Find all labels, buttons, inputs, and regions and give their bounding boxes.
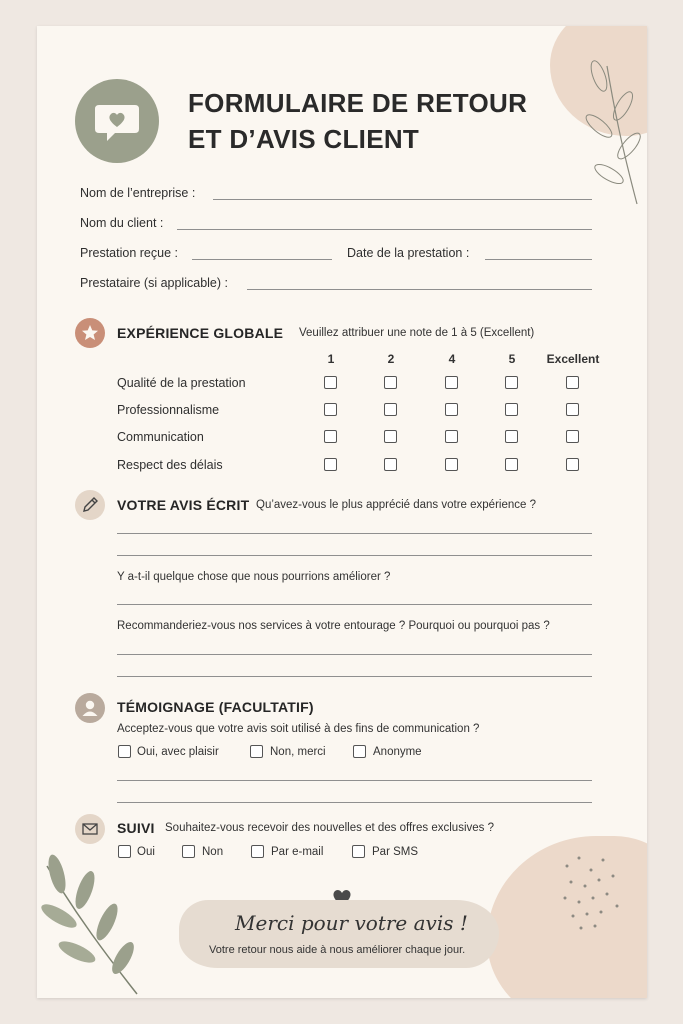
envelope-icon [75,814,105,844]
testimony-section-badge [75,693,105,723]
written-section-badge [75,490,105,520]
written-answer-1-line[interactable] [117,533,592,534]
testimony-option-checkbox[interactable] [353,745,366,758]
rating-checkbox[interactable] [384,458,397,471]
rating-checkbox[interactable] [324,403,337,416]
followup-question: Souhaitez-vous recevoir des nouvelles et des offres exclusives ? [165,822,494,834]
rating-checkbox[interactable] [505,430,518,443]
rating-row-label: Communication [117,430,204,444]
client-name-field[interactable] [177,229,592,230]
rating-column-1: 1 [327,352,335,366]
heart-speech-bubble-icon [75,79,159,163]
experience-section-subtitle: Veuillez attribuer une note de 1 à 5 (Excellent) [299,327,535,339]
rating-column-5: 5 [508,352,516,366]
rating-checkbox[interactable] [445,403,458,416]
written-question-1: Qu’avez-vous le plus apprécié dans votre expérience ? [256,499,536,511]
written-question-3: Recommanderiez-vous nos services à votre entourage ? Pourquoi ou pourquoi pas ? [117,620,550,632]
testimony-option-checkbox[interactable] [118,745,131,758]
thanks-message: Merci pour votre avis ! [235,911,468,935]
rating-checkbox[interactable] [505,376,518,389]
provider-label: Prestataire (si applicable) : [80,276,228,290]
followup-option-checkbox[interactable] [118,845,131,858]
service-date-label: Date de la prestation : [347,246,470,260]
rating-checkbox[interactable] [324,376,337,389]
followup-option-checkbox[interactable] [352,845,365,858]
service-date-field[interactable] [485,259,592,260]
rating-checkbox[interactable] [505,403,518,416]
testimony-option-label: Anonyme [373,746,422,758]
experience-section-title: EXPÉRIENCE GLOBALE [117,325,284,341]
rating-row-label: Professionnalisme [117,403,220,417]
rating-checkbox[interactable] [445,376,458,389]
rating-row-label: Respect des délais [117,458,223,472]
testimony-option-label: Oui, avec plaisir [137,746,219,758]
pencil-icon [75,490,105,520]
service-received-field[interactable] [192,259,332,260]
rating-checkbox[interactable] [566,458,579,471]
experience-section-badge [75,318,105,348]
rating-checkbox[interactable] [324,458,337,471]
rating-checkbox[interactable] [324,430,337,443]
feedback-form-sheet [37,26,647,998]
written-section-title: VOTRE AVIS ÉCRIT [117,497,250,513]
followup-option-label: Par SMS [372,846,419,858]
testimony-text-line[interactable] [117,802,592,803]
rating-checkbox[interactable] [505,458,518,471]
rating-column-4: 4 [448,352,456,366]
followup-option-label: Non [202,846,224,858]
person-icon [75,693,105,723]
testimony-option-label: Non, merci [270,746,326,758]
star-icon [75,318,105,348]
testimony-option-checkbox[interactable] [250,745,263,758]
rating-checkbox[interactable] [384,430,397,443]
followup-option-label: Oui [137,846,155,858]
form-title-line2: ET D’AVIS CLIENT [188,124,420,154]
written-question-2: Y a-t-il quelque chose que nous pourrions améliorer ? [117,571,391,583]
followup-section-title: SUIVI [117,820,155,836]
rating-checkbox[interactable] [445,458,458,471]
company-name-label: Nom de l’entreprise : [80,186,196,200]
leaf-branch-bottom-left-icon [37,846,147,996]
client-name-label: Nom du client : [80,216,164,230]
rating-row-label: Qualité de la prestation [117,376,246,390]
rating-checkbox[interactable] [384,376,397,389]
testimony-question: Acceptez-vous que votre avis soit utilisé à des fins de communication ? [117,723,480,735]
testimony-section-title: TÉMOIGNAGE (FACULTATIF) [117,699,314,715]
dots-decoration-icon [557,846,637,936]
rating-checkbox[interactable] [384,403,397,416]
provider-field[interactable] [247,289,592,290]
written-answer-3-line[interactable] [117,676,592,677]
followup-option-checkbox[interactable] [182,845,195,858]
rating-column-2: 2 [387,352,395,366]
company-name-field[interactable] [213,199,592,200]
logo-circle [75,79,159,163]
form-title-line1: FORMULAIRE DE RETOUR [188,88,528,118]
followup-section-badge [75,814,105,844]
testimony-text-line[interactable] [117,780,592,781]
rating-checkbox[interactable] [445,430,458,443]
service-received-label: Prestation reçue : [80,246,178,260]
written-answer-2-line[interactable] [117,604,592,605]
rating-checkbox[interactable] [566,403,579,416]
leaf-branch-top-right-icon [577,46,647,206]
followup-option-label: Par e-mail [271,846,324,858]
rating-checkbox[interactable] [566,376,579,389]
rating-column-excellent: Excellent [546,352,600,366]
thanks-note: Votre retour nous aide à nous améliorer chaque jour. [209,944,466,956]
written-answer-3-line[interactable] [117,654,592,655]
rating-checkbox[interactable] [566,430,579,443]
written-answer-1-line[interactable] [117,555,592,556]
followup-option-checkbox[interactable] [251,845,264,858]
